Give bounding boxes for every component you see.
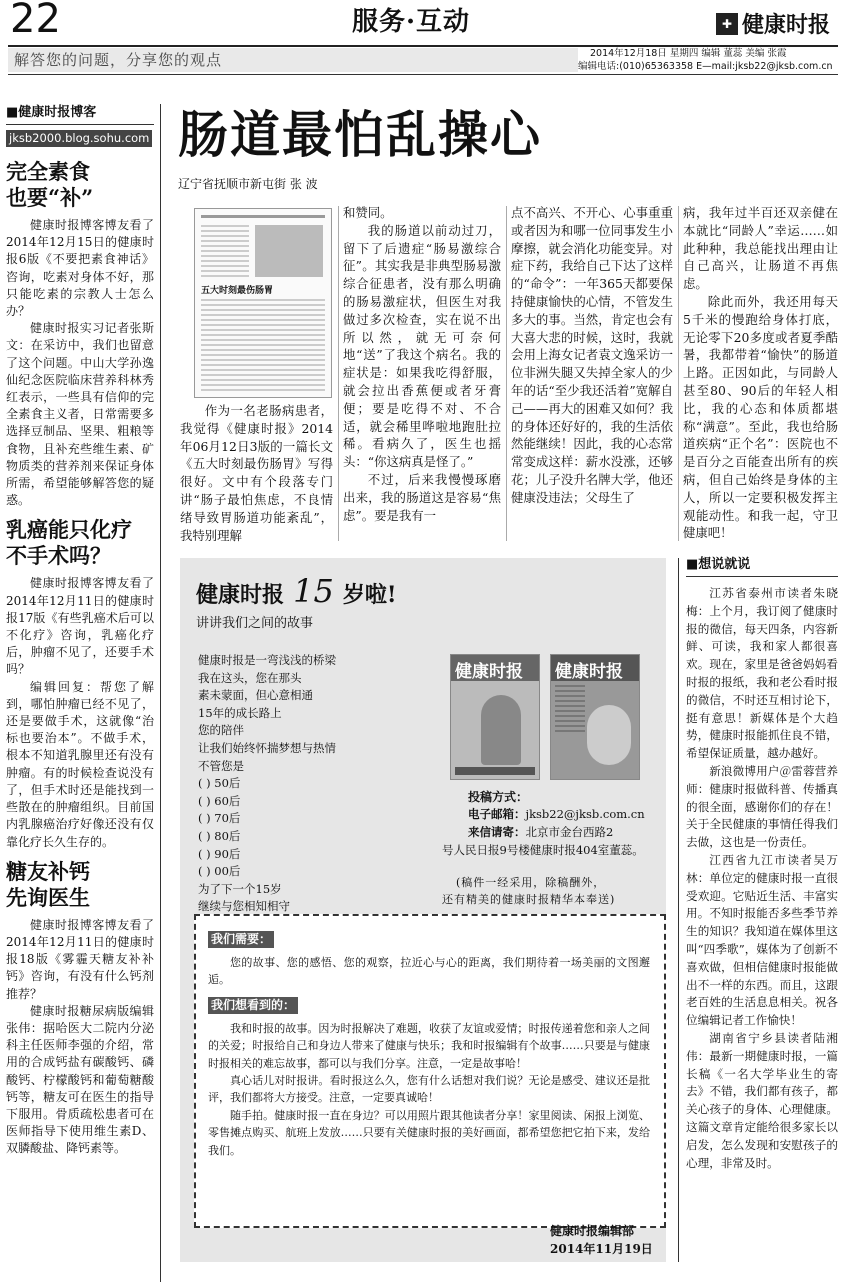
article-paragraph: 点不高兴、不开心、心事重重或者因为和哪一位同事发生小摩擦，就会消化功能变异。对症下药，我给自己下达了这样的“命令”：一年365天都要保持健康愉快的心情，不管发生多大的事。当然，肯定也会有大喜大悲的时候，这时，我就会用上海女记者袁文逸采访一位非洲失腿又失掉全家人的少年的话“至少我还活着”宽解自己——再大的困难又如何？我的身体还好好的，我的生活依然能继续！因此，我的心态常常变成这样：薪水没涨，还够花；儿子没升名牌大学，他还健康没违法；父母生了 [511, 205, 673, 505]
call-for-submissions [194, 914, 666, 1228]
signature-date: 2014年11月19日 [550, 1242, 653, 1256]
reward-note: (稿件一经采用，除稿酬外， [456, 876, 606, 889]
article-paragraph: 和赞同。 [343, 205, 393, 220]
reward-note: 还有精美的健康时报精华本奉送) [442, 893, 616, 906]
poem-checkbox-line[interactable]: ( ) 80后 [198, 828, 241, 843]
article-col-4 [683, 204, 838, 542]
anniversary-poem [198, 652, 448, 916]
poem-checkbox-line[interactable]: ( ) 50后 [198, 776, 241, 791]
reader-comment: 湖南省宁乡县读者陆湘伟：最新一期健康时报，一篇长稿《一名大学毕业生的寄去》不错，我们都有孩子，都关心孩子的身体、心理健康。这篇文章肯定能给很多家长以启发，怎么发现和安慰孩子的心理，非常及时。 [686, 1030, 838, 1170]
poem-line: 我在这头，您在那头 [198, 670, 302, 685]
sidebar-article-para: 健康时报实习记者张斯文：在采访中，我们也留意了这个问题。中山大学孙逸仙纪念医院临床营养科林秀红表示，一些具有信仰的完全素食主义者，日常需要多选择豆制品、坚果、粗粮等食物，且补充些维生素、矿物质类的营养剂来保证身体所需，希望能够解答您的疑惑。 [6, 321, 154, 508]
right-divider [678, 558, 679, 1262]
sidebar-article-title: 先询医生 [6, 884, 90, 910]
sidebar-article-title: 也要“补” [6, 185, 94, 210]
anniversary-box [180, 558, 666, 1262]
anniversary-title-num: 15 [293, 572, 334, 610]
poem-line: 为了下一个15岁 [198, 881, 282, 896]
email-label: 电子邮箱： [468, 807, 526, 821]
article-col-2 [343, 204, 501, 524]
poem-checkbox-line[interactable]: ( ) 70后 [198, 811, 241, 826]
sidebar-article-para: 健康时报博客博友看了2014年12月11日的健康时报18版《雾霾天糖友补补钙》咨询，有没有什么钙剂推荐？ [6, 917, 154, 1001]
header-rule-bottom [8, 74, 838, 75]
poem-line: 不管您是 [198, 758, 244, 773]
poem-line: 健康时报是一弯浅浅的桥梁 [198, 653, 336, 667]
cover-image-2 [550, 654, 640, 780]
poem-line: 素未蒙面，但心意相通 [198, 688, 313, 703]
logo-text: 健康时报 [742, 12, 831, 38]
article-title: 肠道最怕乱操心 [178, 105, 542, 164]
reader-comments [686, 556, 838, 1172]
cover-logo: 健康时报 [555, 662, 623, 682]
article-paragraph: 病，我年过半百还双亲健在本就比“同龄人”幸运……如此种种，我总能找出理由让自己高兴，让肠道不再焦虑。 [683, 205, 838, 292]
sidebar [6, 104, 154, 1158]
want-label: 我们想看到的： [208, 997, 298, 1014]
want-para: 真心话儿对时报讲。看时报这么久，您有什么话想对我们说？无论是感受、建议还是批评，我们都将大方接受。注意，一定要真诚哈！ [208, 1074, 650, 1105]
article-paragraph: 不过，后来我慢慢琢磨出来，我的肠道这是容易“焦虑”。要是我有一 [343, 471, 501, 523]
poem-line: 您的陪伴 [198, 723, 244, 738]
want-para: 我和时报的故事。因为时报解决了难题，收获了友谊或爱情；时报传递着您和亲人之间的关爱；时报给自己和身边人带来了健康与快乐；我和时报编辑有个故事……只要是与健康时报相关的难忘故事，都可以与我们分享。注意，一定是故事哈！ [208, 1021, 650, 1070]
email-line [468, 806, 645, 822]
sidebar-divider [160, 104, 161, 1282]
sidebar-article-title: 不手术吗？ [6, 543, 111, 569]
poem-line: 15年的成长路上 [198, 705, 282, 720]
sidebar-article [6, 517, 154, 850]
sidebar-article-title: 乳癌能只化疗 [6, 517, 132, 543]
poem-checkbox-line[interactable]: ( ) 00后 [198, 864, 241, 879]
reader-comment: 江苏省泰州市读者朱晓梅：上个月，我订阅了健康时报的微信，每天四条，内容新鲜、可读，我和家人都很喜欢。现在，家里是爸爸妈妈看时报的报纸，我和老公看时报的微信，不时还互相讨论下，挺有意思！新媒体是个大趋势，健康时报能抓住良不错，希望保证质量，越办越好。 [686, 586, 838, 761]
logo-mark-icon: ✚ [716, 13, 738, 35]
sidebar-article-para: 编辑回复：帮您了解到，哪怕肿瘤已经不见了，还是要做手术，这就像“治标也要治本”。不做手术，根本不知道乳腺里还有没有肿瘤。有的时候检查说没有了，但手术时还是能找到一些散在的肿瘤组织。目前国内乳腺癌治疗好像还没有仅靠化疗长久生存的。 [6, 679, 154, 849]
signature-org: 健康时报编辑部 [550, 1224, 635, 1238]
anniversary-title [196, 572, 397, 610]
sidebar-tag-rule [6, 124, 154, 125]
header-rule-top [8, 45, 838, 47]
poem-line: 让我们始终怀揣梦想与热情 [198, 740, 336, 755]
poem-line: 继续与您相知相守 [198, 899, 290, 914]
submit-title: 投稿方式： [468, 790, 529, 804]
cover-logo: 健康时报 [455, 662, 523, 682]
article-col-3 [511, 204, 673, 507]
section-title: 服务·互动 [352, 7, 471, 37]
need-text: 您的故事、您的感悟、您的观察，拉近心与心的距离，我们期待着一场美丽的文图邂逅。 [208, 956, 650, 987]
reader-comment: 江西省九江市读者吴万林：单位定的健康时报一直很受欢迎。它贴近生活、丰富实用。不知时报能否多些季节养生的知识？我知道在媒体里这叫“四季歌”，媒体为了创新不喜欢做，但相信健康时报能做出不一样的东西。而且，这跟老百姓的生活息息相关。祝各位编辑记者工作愉快！ [686, 852, 838, 1028]
slogan: 解答您的问题，分享您的观点 [14, 51, 223, 69]
logo [716, 8, 830, 39]
sidebar-article-para: 健康时报博客博友看了2014年12月15日的健康时报6版《不要把素食神话》咨询，吃素对身体不好，那只能吃素的宗教人士怎么办？ [6, 218, 154, 319]
article-paragraph: 我的肠道以前动过刀，留下了后遗症“肠易激综合征”。其实我是非典型肠易激综合征患者，没有那么明确的肠易激症状，但医生对我做过多次检查，实在说不出所以然，就无可奈何地“送”了我这个病名。我的症状是：如果我吃得舒服，就会拉出香蕉便或者牙膏便；要是吃得不对、不合适，就会稀里哗啦地跑肚拉稀。看病久了，医生也摇头：“你这病真是怪了。” [343, 222, 501, 470]
blog-url: jksb2000.blog.sohu.com [6, 130, 152, 147]
sidebar-article [6, 159, 154, 509]
sidebar-article-title: 糖友补钙 [6, 858, 90, 884]
sidebar-article-title: 完全素食 [6, 159, 90, 184]
column-rule [338, 206, 339, 541]
mail-line [468, 824, 613, 840]
sidebar-article-para: 健康时报博客博友看了2014年12月11日的健康时报17版《有些乳癌术后可以不化疗》咨询，乳癌化疗后，肿瘤不见了，还要手术吗？ [6, 576, 154, 677]
thumbnail-headline: 五大时刻最伤肠胃 [201, 286, 274, 296]
comments-tag: ■想说就说 [686, 557, 751, 572]
poem-checkbox-line[interactable]: ( ) 60后 [198, 793, 241, 808]
article-paragraph: 除此而外，我还用每天5千米的慢跑给身体打底，无论零下20多度或者夏季酷暑，我都带着“愉快”的肠道上路。正因如此，与同龄人甚至80、90后的年轻人相比，我的心态和体质都堪称“满意”。至此，我也给肠道疾病“正个名”：医院也不是百分之百能查出所有的疾病，但自己始终是身体的主人，所以一定要积极发挥主观能动性。和我一起，守卫健康吧！ [683, 293, 838, 541]
column-rule [506, 206, 507, 541]
anniversary-title-b: 岁啦! [342, 582, 397, 608]
sidebar-article-para: 健康时报糖尿病版编辑张伟：据哈医大二院内分泌科主任医师李强的介绍，常用的合成钙盐有碳酸钙、磷酸钙、柠檬酸钙和葡萄糖酸钙等，糖友可在医生的指导下服用。骨质疏松患者可在医师指导下使用维生素D、双膦酸盐、降钙素等。 [6, 1003, 154, 1156]
anniversary-title-a: 健康时报 [196, 582, 285, 608]
sidebar-article [6, 859, 154, 1158]
article-col-1 [180, 402, 333, 544]
want-para: 随手拍。健康时报一直在身边？可以用照片跟其他读者分享！家里阅读、闲报上浏览、零售摊点购买、航班上发放……只要有关健康时报的美好画面，都希望您把它拍下来，发给我们。 [208, 1108, 650, 1157]
date-line: 2014年12月18日 星期四 编辑 董蕊 美编 张霞 [590, 48, 787, 59]
page-header [0, 0, 844, 74]
page-number: 22 [10, 0, 61, 42]
contact-line: 编辑电话:(010)65363358 E—mail:jksb22@jksb.com.cn [578, 61, 833, 72]
article-byline: 辽宁省抚顺市新屯街 张 波 [178, 177, 318, 191]
email-link[interactable]: jksb22@jksb.com.cn [525, 807, 645, 821]
poem-checkbox-line[interactable]: ( ) 90后 [198, 846, 241, 861]
newspaper-thumbnail [194, 208, 332, 398]
mail-address-cont: 号人民日报9号楼健康时报404室董蕊。 [442, 843, 644, 857]
mail-label: 来信请寄： [468, 825, 526, 839]
sidebar-tag: ■健康时报博客 [6, 105, 97, 120]
reader-comment: 新浪微博用户＠雷蓉营养师：健康时报做科普、传播真的很全面，感谢你们的存在！关于全民健康的事情任得我们去做，这也是一份责任。 [686, 763, 838, 850]
cover-image-1 [450, 654, 540, 780]
need-label: 我们需要： [208, 931, 274, 948]
anniversary-subtitle: 讲讲我们之间的故事 [196, 616, 314, 631]
mail-address: 北京市金台西路2 [525, 825, 614, 839]
article-paragraph: 作为一名老肠病患者，我觉得《健康时报》2014年06月12日3版的一篇长文《五大时刻最伤肠胃》写得很好。文中有个段落专门讲“肠子最怕焦虑，不良情绪导致胃肠道功能紊乱”，我特别理解 [180, 403, 333, 543]
column-rule [678, 206, 679, 541]
